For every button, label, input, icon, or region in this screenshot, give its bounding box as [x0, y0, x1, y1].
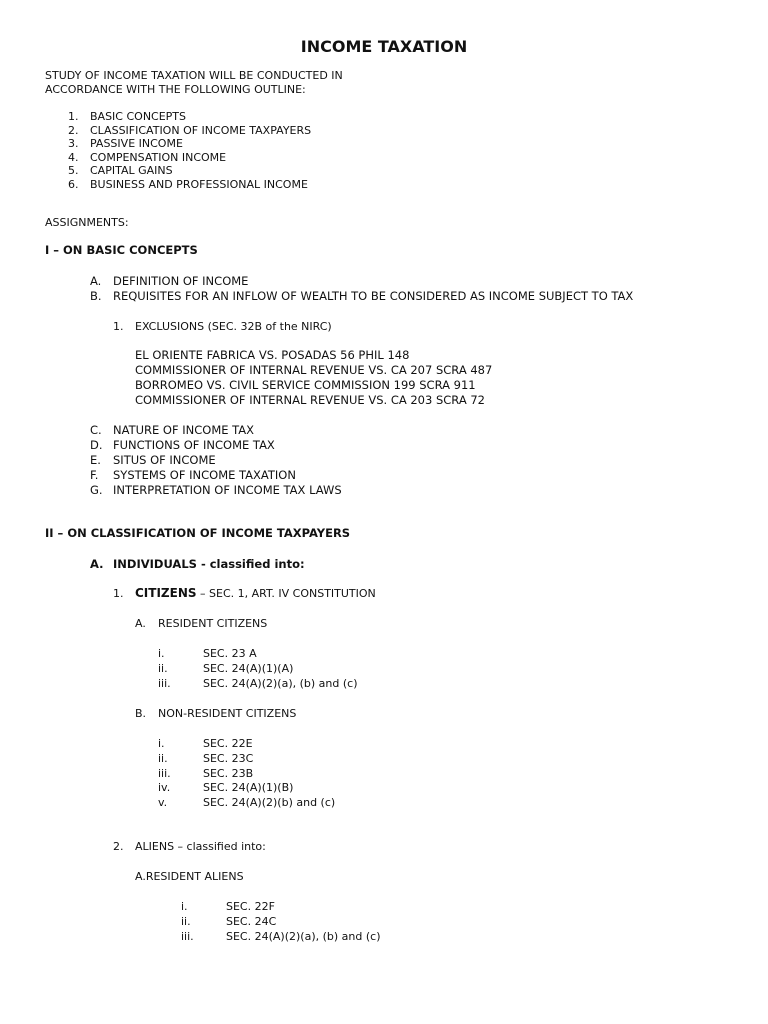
section-reference: SEC. 24(A)(2)(a), (b) and (c): [226, 930, 381, 943]
exclusions-number: 1.: [113, 320, 124, 333]
section-reference: SEC. 23 A: [203, 647, 257, 660]
list-item-letter: B.: [90, 289, 102, 303]
category-nonresident-citizens: NON-RESIDENT CITIZENS: [158, 707, 297, 720]
aliens-number: 2.: [113, 840, 124, 853]
outline-item-number: 2.: [68, 124, 79, 137]
section-heading-basic-concepts: I – ON BASIC CONCEPTS: [45, 243, 198, 257]
list-item-text: NATURE OF INCOME TAX: [113, 423, 255, 437]
roman-numeral: i.: [158, 737, 165, 750]
intro-text-line-2: ACCORDANCE WITH THE FOLLOWING OUTLINE:: [45, 83, 306, 96]
list-item-text: INTERPRETATION OF INCOME TAX LAWS: [113, 483, 342, 497]
roman-numeral: i.: [181, 900, 188, 913]
roman-numeral: v.: [158, 796, 168, 809]
outline-item-text: CAPITAL GAINS: [90, 164, 173, 177]
list-item-text: FUNCTIONS OF INCOME TAX: [113, 438, 275, 452]
outline-item-text: BASIC CONCEPTS: [90, 110, 187, 123]
list-item-letter: D.: [90, 438, 103, 452]
roman-numeral: iii.: [181, 930, 194, 943]
list-item-text: REQUISITES FOR AN INFLOW OF WEALTH TO BE CONSIDERED AS INCOME SUBJECT TO TAX: [113, 289, 634, 303]
outline-item-text: CLASSIFICATION OF INCOME TAXPAYERS: [90, 124, 312, 137]
citizens-number: 1.: [113, 587, 124, 600]
roman-numeral: ii.: [158, 662, 168, 675]
case-citation: COMMISSIONER OF INTERNAL REVENUE VS. CA 207 SCRA 487: [135, 363, 493, 377]
section-reference: SEC. 24(A)(1)(A): [203, 662, 294, 675]
section-reference: SEC. 22F: [226, 900, 275, 913]
outline-item-number: 1.: [68, 110, 79, 123]
section-heading-classification: II – ON CLASSIFICATION OF INCOME TAXPAYERS: [45, 526, 351, 540]
subsection-individuals: INDIVIDUALS - classified into:: [113, 557, 305, 571]
intro-text-line-1: STUDY OF INCOME TAXATION WILL BE CONDUCTED IN: [45, 69, 343, 82]
case-citation: COMMISSIONER OF INTERNAL REVENUE VS. CA 203 SCRA 72: [135, 393, 485, 407]
citizens-label: CITIZENS: [135, 586, 197, 600]
exclusions-text: EXCLUSIONS (SEC. 32B of the NIRC): [135, 320, 332, 333]
list-item-letter: E.: [90, 453, 101, 467]
list-item-letter: A.: [90, 274, 102, 288]
document-title: INCOME TAXATION: [300, 37, 468, 56]
subsection-letter: A.: [90, 557, 104, 571]
assignments-label: ASSIGNMENTS:: [45, 216, 129, 229]
category-resident-aliens: A.RESIDENT ALIENS: [135, 870, 244, 883]
section-reference: SEC. 24C: [226, 915, 277, 928]
section-reference: SEC. 24(A)(1)(B): [203, 781, 294, 794]
section-reference: SEC. 24(A)(2)(b) and (c): [203, 796, 336, 809]
outline-item-number: 3.: [68, 137, 79, 150]
category-resident-citizens: RESIDENT CITIZENS: [158, 617, 268, 630]
category-letter: A.: [135, 617, 146, 630]
outline-item-text: COMPENSATION INCOME: [90, 151, 227, 164]
list-item-letter: G.: [90, 483, 103, 497]
case-citation: EL ORIENTE FABRICA VS. POSADAS 56 PHIL 148: [135, 348, 410, 362]
section-reference: SEC. 23B: [203, 767, 254, 780]
list-item-text: SITUS OF INCOME: [113, 453, 216, 467]
roman-numeral: iii.: [158, 677, 171, 690]
outline-item-number: 6.: [68, 178, 79, 191]
outline-item-text: BUSINESS AND PROFESSIONAL INCOME: [90, 178, 308, 191]
list-item-text: DEFINITION OF INCOME: [113, 274, 249, 288]
roman-numeral: iii.: [158, 767, 171, 780]
roman-numeral: iv.: [158, 781, 171, 794]
outline-item-number: 5.: [68, 164, 79, 177]
section-reference: SEC. 24(A)(2)(a), (b) and (c): [203, 677, 358, 690]
outline-item-number: 4.: [68, 151, 79, 164]
section-reference: SEC. 23C: [203, 752, 254, 765]
aliens-heading: ALIENS – classified into:: [135, 840, 266, 853]
category-letter: B.: [135, 707, 147, 720]
list-item-letter: F.: [90, 468, 99, 482]
list-item-text: SYSTEMS OF INCOME TAXATION: [113, 468, 296, 482]
citizens-reference: – SEC. 1, ART. IV CONSTITUTION: [196, 587, 376, 600]
roman-numeral: ii.: [158, 752, 168, 765]
section-reference: SEC. 22E: [203, 737, 253, 750]
outline-item-text: PASSIVE INCOME: [90, 137, 183, 150]
list-item-letter: C.: [90, 423, 102, 437]
case-citation: BORROMEO VS. CIVIL SERVICE COMMISSION 199 SCRA 911: [135, 378, 476, 392]
citizens-heading: [135, 587, 376, 599]
roman-numeral: i.: [158, 647, 165, 660]
roman-numeral: ii.: [181, 915, 191, 928]
